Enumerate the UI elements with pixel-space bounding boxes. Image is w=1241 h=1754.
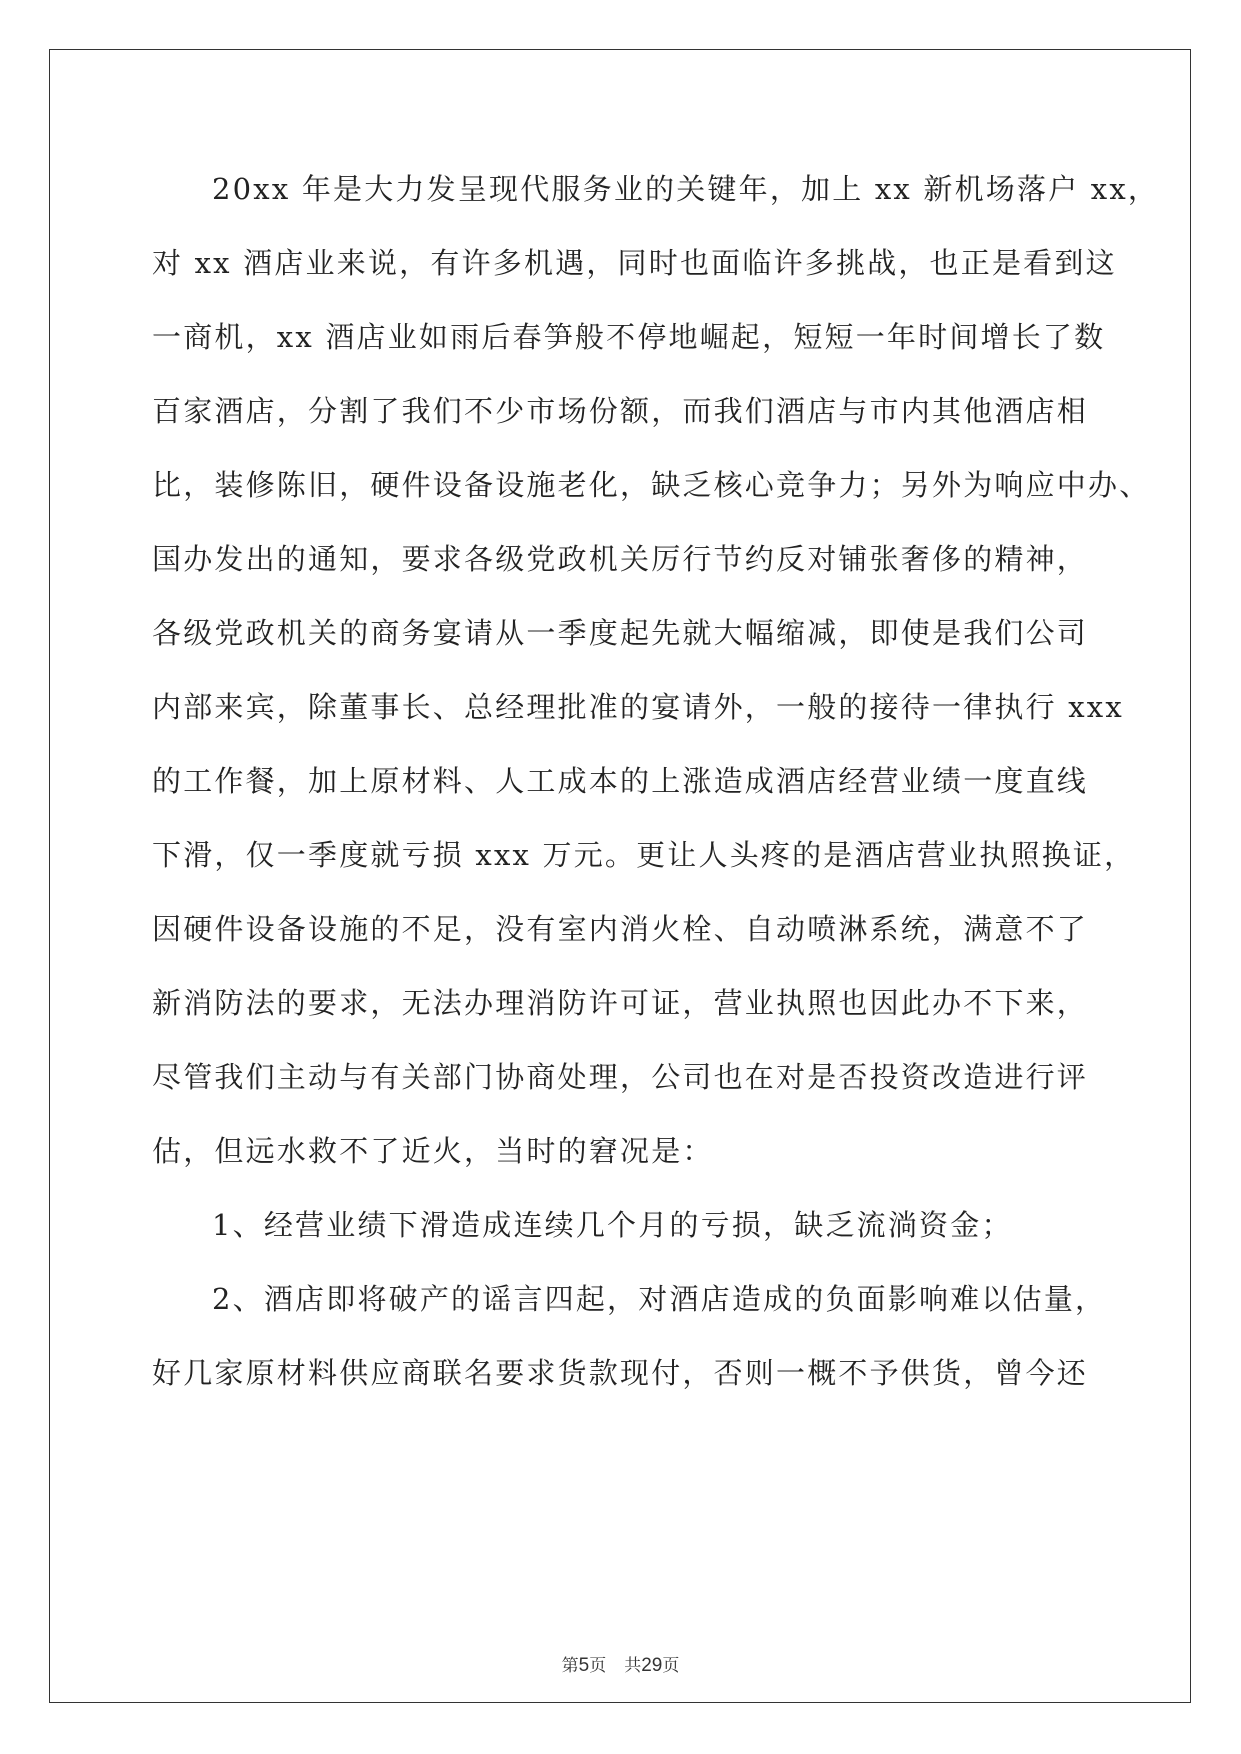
paragraph-line: 估，但远水救不了近火，当时的窘况是： [152, 1134, 714, 1168]
page-suffix: 页 [589, 1656, 607, 1676]
paragraph-line: 新消防法的要求，无法办理消防许可证，营业执照也因此办不下来， [152, 986, 1089, 1020]
total-pages: 29 [641, 1655, 663, 1676]
paragraph-line: 比，装修陈旧，硬件设备设施老化，缺乏核心竞争力；另外为响应中办、 [152, 468, 1151, 502]
paragraph-line: 下滑，仅一季度就亏损 xxx 万元。更让人头疼的是酒店营业执照换证， [152, 838, 1136, 872]
page-prefix: 第 [561, 1656, 579, 1676]
paragraph-line: 对 xx 酒店业来说，有许多机遇，同时也面临许多挑战，也正是看到这 [152, 246, 1117, 280]
total-suffix: 页 [662, 1656, 680, 1676]
page-footer [0, 1651, 1241, 1677]
paragraph-line: 内部来宾，除董事长、总经理批准的宴请外，一般的接待一律执行 xxx [152, 690, 1124, 724]
paragraph-line: 一商机，xx 酒店业如雨后春笋般不停地崛起，短短一年时间增长了数 [152, 320, 1106, 354]
paragraph-line: 尽管我们主动与有关部门协商处理，公司也在对是否投资改造进行评 [152, 1060, 1089, 1094]
total-prefix: 共 [624, 1656, 642, 1676]
list-item-line: 2、酒店即将破产的谣言四起，对酒店造成的负面影响难以估量， [212, 1282, 1107, 1316]
paragraph-line: 20xx 年是大力发呈现代服务业的关键年，加上 xx 新机场落户 xx， [212, 172, 1160, 206]
paragraph-line: 各级党政机关的商务宴请从一季度起先就大幅缩减，即使是我们公司 [152, 616, 1089, 650]
paragraph-line: 因硬件设备设施的不足，没有室内消火栓、自动喷淋系统，满意不了 [152, 912, 1089, 946]
paragraph-line: 百家酒店，分割了我们不少市场份额，而我们酒店与市内其他酒店相 [152, 394, 1089, 428]
document-body [152, 164, 1160, 1422]
paragraph-line: 好几家原材料供应商联名要求货款现付，否则一概不予供货，曾今还 [152, 1356, 1089, 1390]
paragraph-line: 的工作餐，加上原材料、人工成本的上涨造成酒店经营业绩一度直线 [152, 764, 1089, 798]
page-number: 5 [578, 1655, 590, 1676]
list-item-line: 1、经营业绩下滑造成连续几个月的亏损，缺乏流淌资金； [212, 1208, 1013, 1242]
paragraph-line: 国办发出的通知，要求各级党政机关厉行节约反对铺张奢侈的精神， [152, 542, 1089, 576]
